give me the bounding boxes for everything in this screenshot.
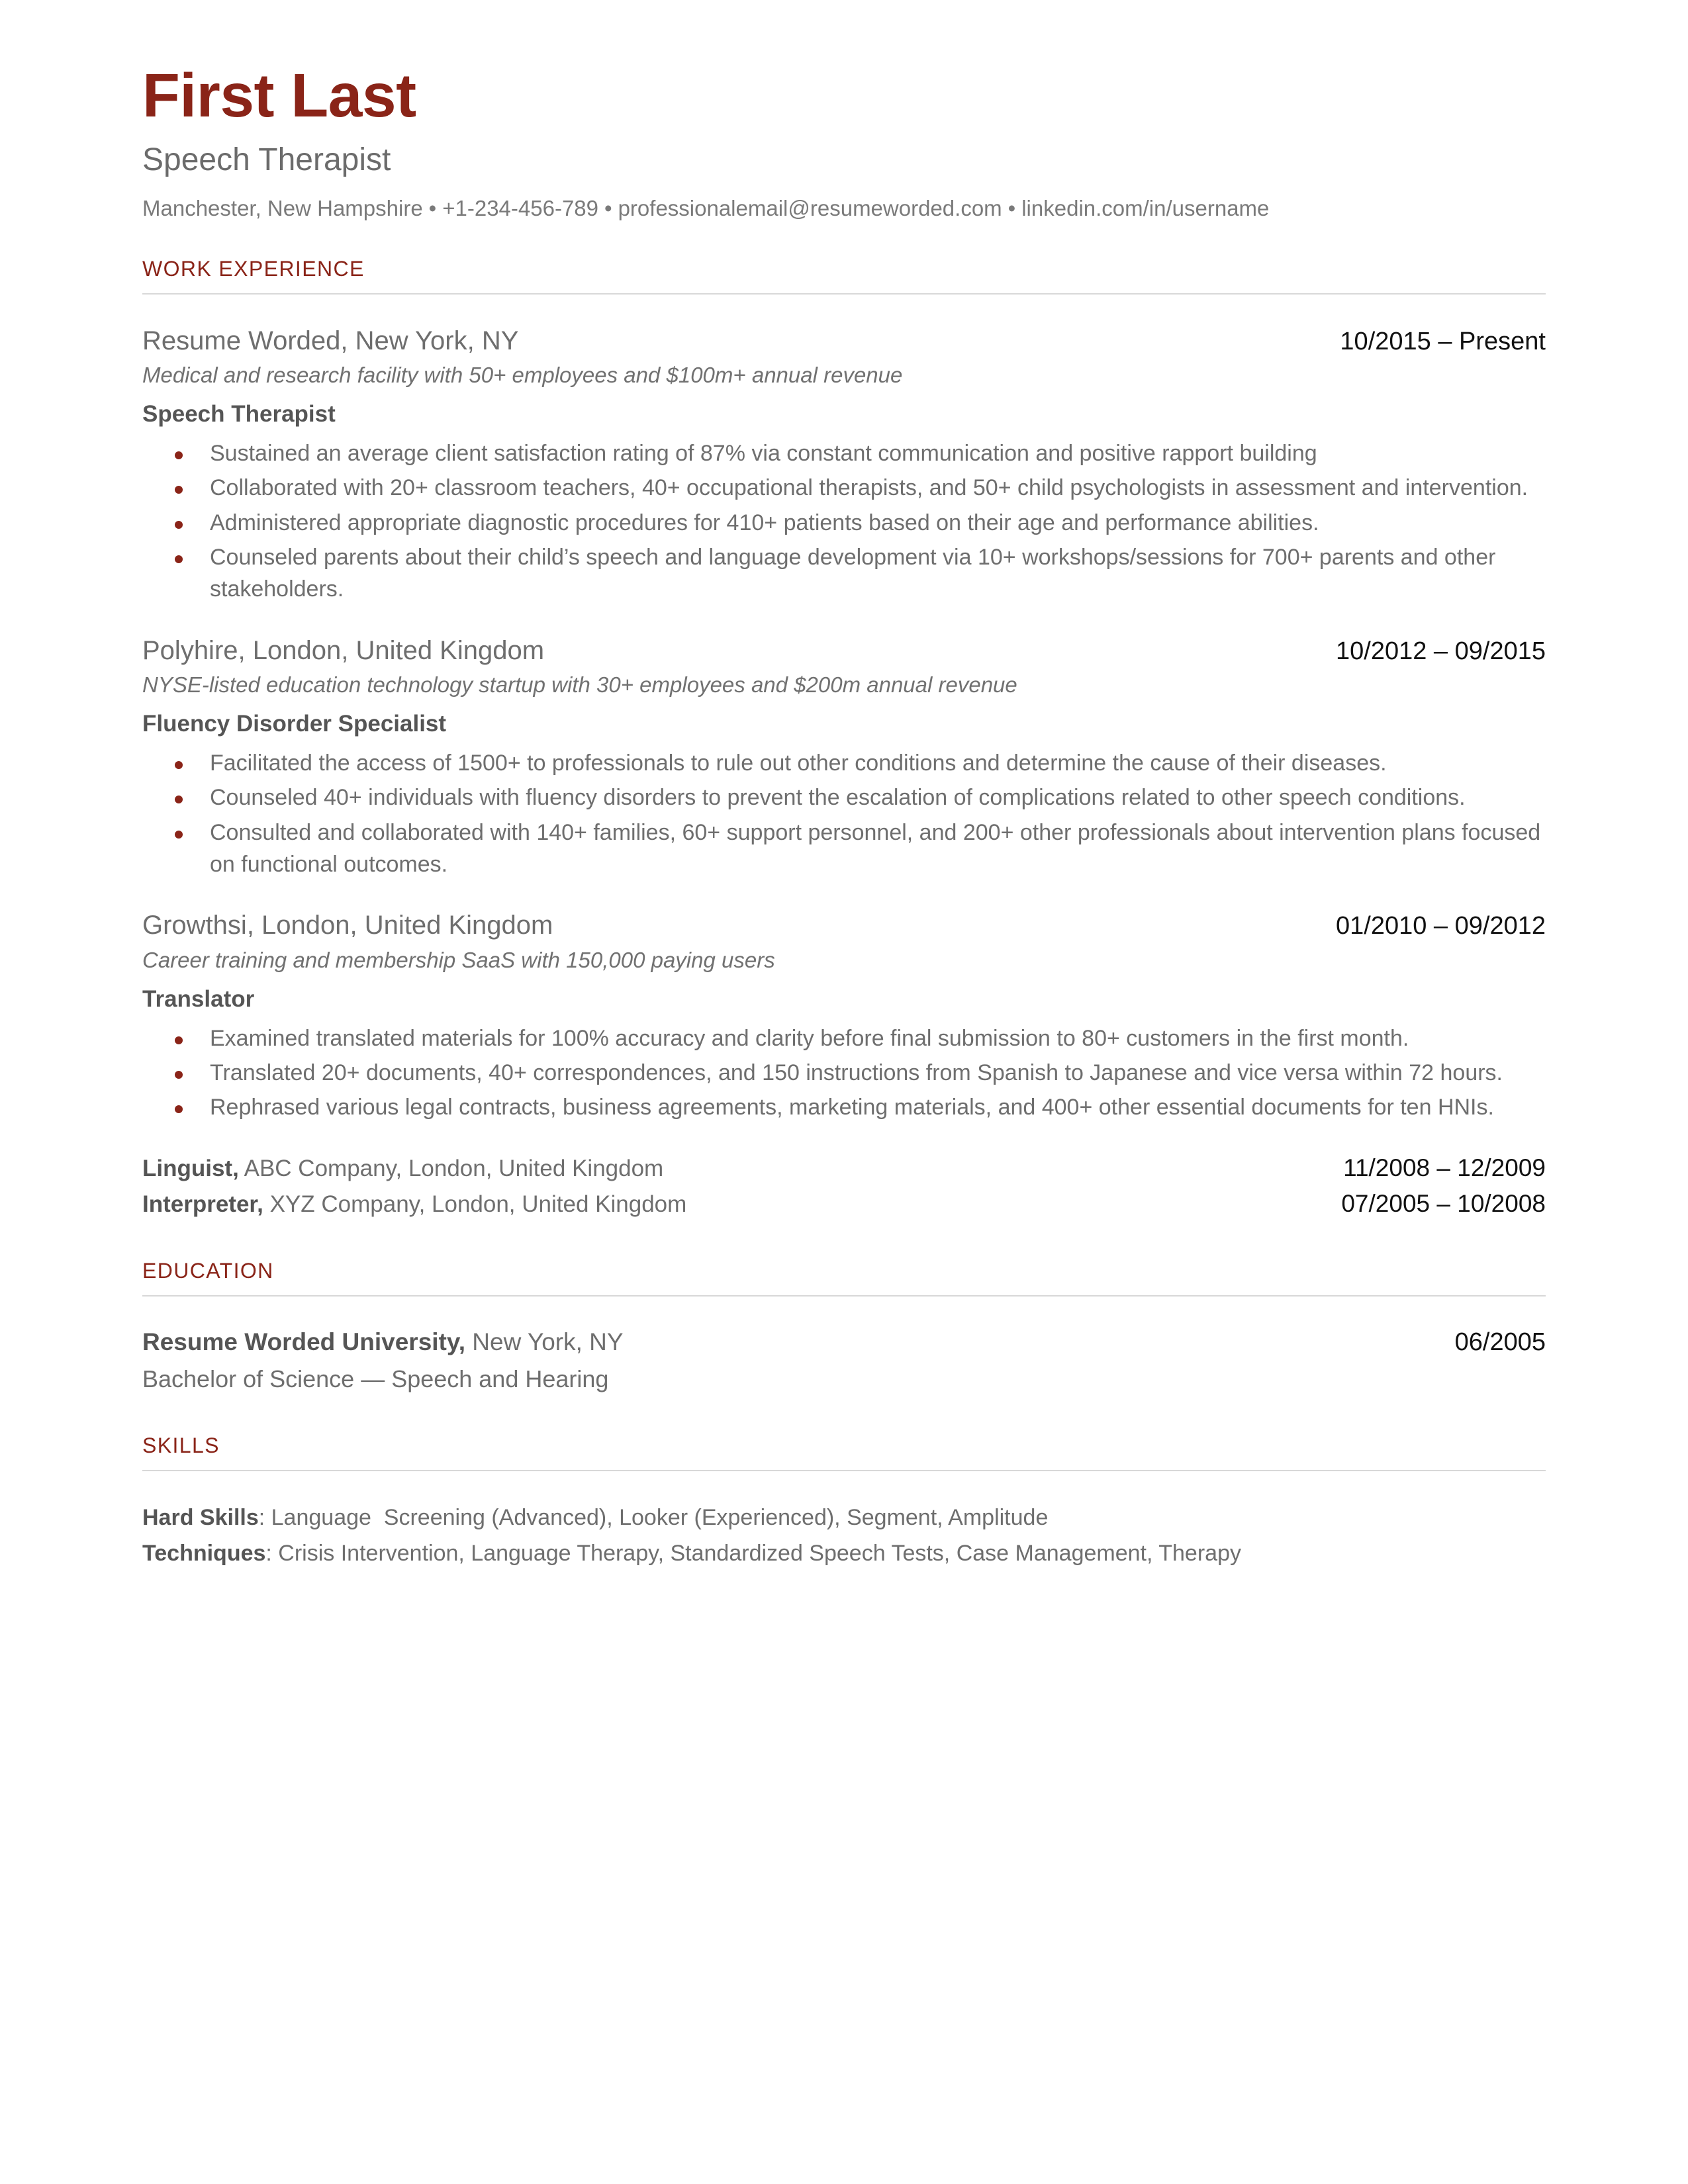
skill-values: : Crisis Intervention, Language Therapy, Standardized Speech Tests, Case Management, Therapy: [265, 1540, 1241, 1566]
skill-category: Techniques: [142, 1540, 266, 1566]
section-work-experience: [142, 257, 1546, 1222]
section-heading-education: EDUCATION: [142, 1258, 274, 1283]
section-divider-work-experience: [142, 293, 1546, 295]
job-role-title: Translator: [142, 985, 255, 1012]
skill-category: Hard Skills: [142, 1505, 259, 1531]
section-heading-skills: SKILLS: [142, 1433, 220, 1458]
contact-email[interactable]: professionalemail@resumeworded.com: [618, 196, 1002, 221]
job-company: Polyhire, London, United Kingdom: [142, 635, 545, 665]
contact-line: [142, 195, 1546, 222]
job-dates: 10/2012 – 09/2015: [1336, 637, 1546, 665]
job-header-row: [142, 635, 1546, 667]
contact-separator-2: •: [604, 196, 612, 221]
job-header-row: [142, 909, 1546, 942]
contact-linkedin[interactable]: linkedin.com/in/username: [1021, 196, 1270, 221]
job-entry: [142, 325, 1546, 606]
education-school-location: New York, NY: [465, 1328, 624, 1355]
section-skills: [142, 1433, 1546, 1570]
job-bullet: Counseled 40+ individuals with fluency disorders to prevent the escalation of complications related to other speech conditions.: [142, 782, 1546, 813]
job-dates: 10/2015 – Present: [1340, 327, 1546, 355]
section-heading-work-experience: WORK EXPERIENCE: [142, 256, 365, 281]
job-bullet: Facilitated the access of 1500+ to professionals to rule out other conditions and determine the cause of their diseases.: [142, 747, 1546, 779]
job-header-row: [142, 325, 1546, 357]
short-role-title: Interpreter,: [142, 1191, 263, 1218]
education-header-row: [142, 1327, 1546, 1358]
contact-separator-1: •: [428, 196, 437, 221]
job-bullet-list: [142, 1023, 1546, 1124]
skill-values: : Language Screening (Advanced), Looker (Experienced), Segment, Amplitude: [258, 1505, 1049, 1531]
short-role-company: ABC Company, London, United Kingdom: [238, 1156, 664, 1182]
job-bullet: Collaborated with 20+ classroom teachers, 40+ occupational therapists, and 50+ child psychologists in assessment and intervention.: [142, 472, 1546, 504]
section-divider-skills: [142, 1470, 1546, 1471]
short-role-title: Linguist,: [142, 1156, 239, 1182]
job-bullet: Consulted and collaborated with 140+ families, 60+ support personnel, and 200+ other professionals about intervention plans focused on functional outcomes.: [142, 817, 1546, 881]
short-role-dates: 07/2005 – 10/2008: [1341, 1190, 1546, 1218]
contact-phone: +1-234-456-789: [442, 196, 599, 221]
short-role-dates: 11/2008 – 12/2009: [1343, 1154, 1546, 1182]
job-bullet: Rephrased various legal contracts, business agreements, marketing materials, and 400+ other essential documents for ten HNIs.: [142, 1091, 1546, 1123]
candidate-job-title: Speech Therapist: [142, 142, 391, 177]
short-role-list: [142, 1152, 1546, 1222]
skill-line: [142, 1537, 1546, 1570]
job-role-title: Speech Therapist: [142, 401, 336, 428]
job-bullet: Counseled parents about their child’s speech and language development via 10+ workshops/sessions for 700+ parents and other stakeholders.: [142, 541, 1546, 606]
education-degree: Bachelor of Science — Speech and Hearing: [142, 1365, 609, 1393]
education-school-name: Resume Worded University,: [142, 1328, 465, 1355]
contact-location: Manchester, New Hampshire: [142, 196, 423, 221]
job-bullet-list: [142, 747, 1546, 880]
contact-separator-3: •: [1008, 196, 1016, 221]
education-school: [142, 1327, 624, 1357]
candidate-name: First Last: [142, 61, 416, 130]
job-bullet: Examined translated materials for 100% accuracy and clarity before final submission to 80+ customers in the first month.: [142, 1023, 1546, 1054]
job-company-description: Career training and membership SaaS with 150,000 paying users: [142, 947, 775, 972]
short-role-company: XYZ Company, London, United Kingdom: [263, 1191, 687, 1218]
job-company-description: Medical and research facility with 50+ employees and $100m+ annual revenue: [142, 363, 903, 388]
short-role-row: [142, 1188, 1546, 1222]
job-entry: [142, 635, 1546, 881]
education-entry: [142, 1327, 1546, 1395]
job-company-description: NYSE-listed education technology startup with 30+ employees and $200m annual revenue: [142, 672, 1017, 698]
job-role-title: Fluency Disorder Specialist: [142, 710, 447, 737]
education-date: 06/2005: [1454, 1328, 1546, 1356]
short-role-row: [142, 1152, 1546, 1186]
job-company: Growthsi, London, United Kingdom: [142, 911, 553, 940]
short-role-text: [142, 1188, 686, 1222]
job-bullet: Translated 20+ documents, 40+ correspondences, and 150 instructions from Spanish to Japanese and vice versa within 72 hours.: [142, 1057, 1546, 1089]
resume-header: [142, 61, 1546, 222]
job-bullet-list: [142, 437, 1546, 605]
job-bullet: Administered appropriate diagnostic procedures for 410+ patients based on their age and performance abilities.: [142, 507, 1546, 539]
skill-line: [142, 1502, 1546, 1534]
job-company: Resume Worded, New York, NY: [142, 326, 519, 355]
job-bullet: Sustained an average client satisfaction rating of 87% via constant communication and positive rapport building: [142, 437, 1546, 469]
job-entry: [142, 909, 1546, 1123]
section-divider-education: [142, 1295, 1546, 1297]
job-dates: 01/2010 – 09/2012: [1336, 912, 1546, 940]
section-education: [142, 1259, 1546, 1395]
short-role-text: [142, 1152, 663, 1186]
